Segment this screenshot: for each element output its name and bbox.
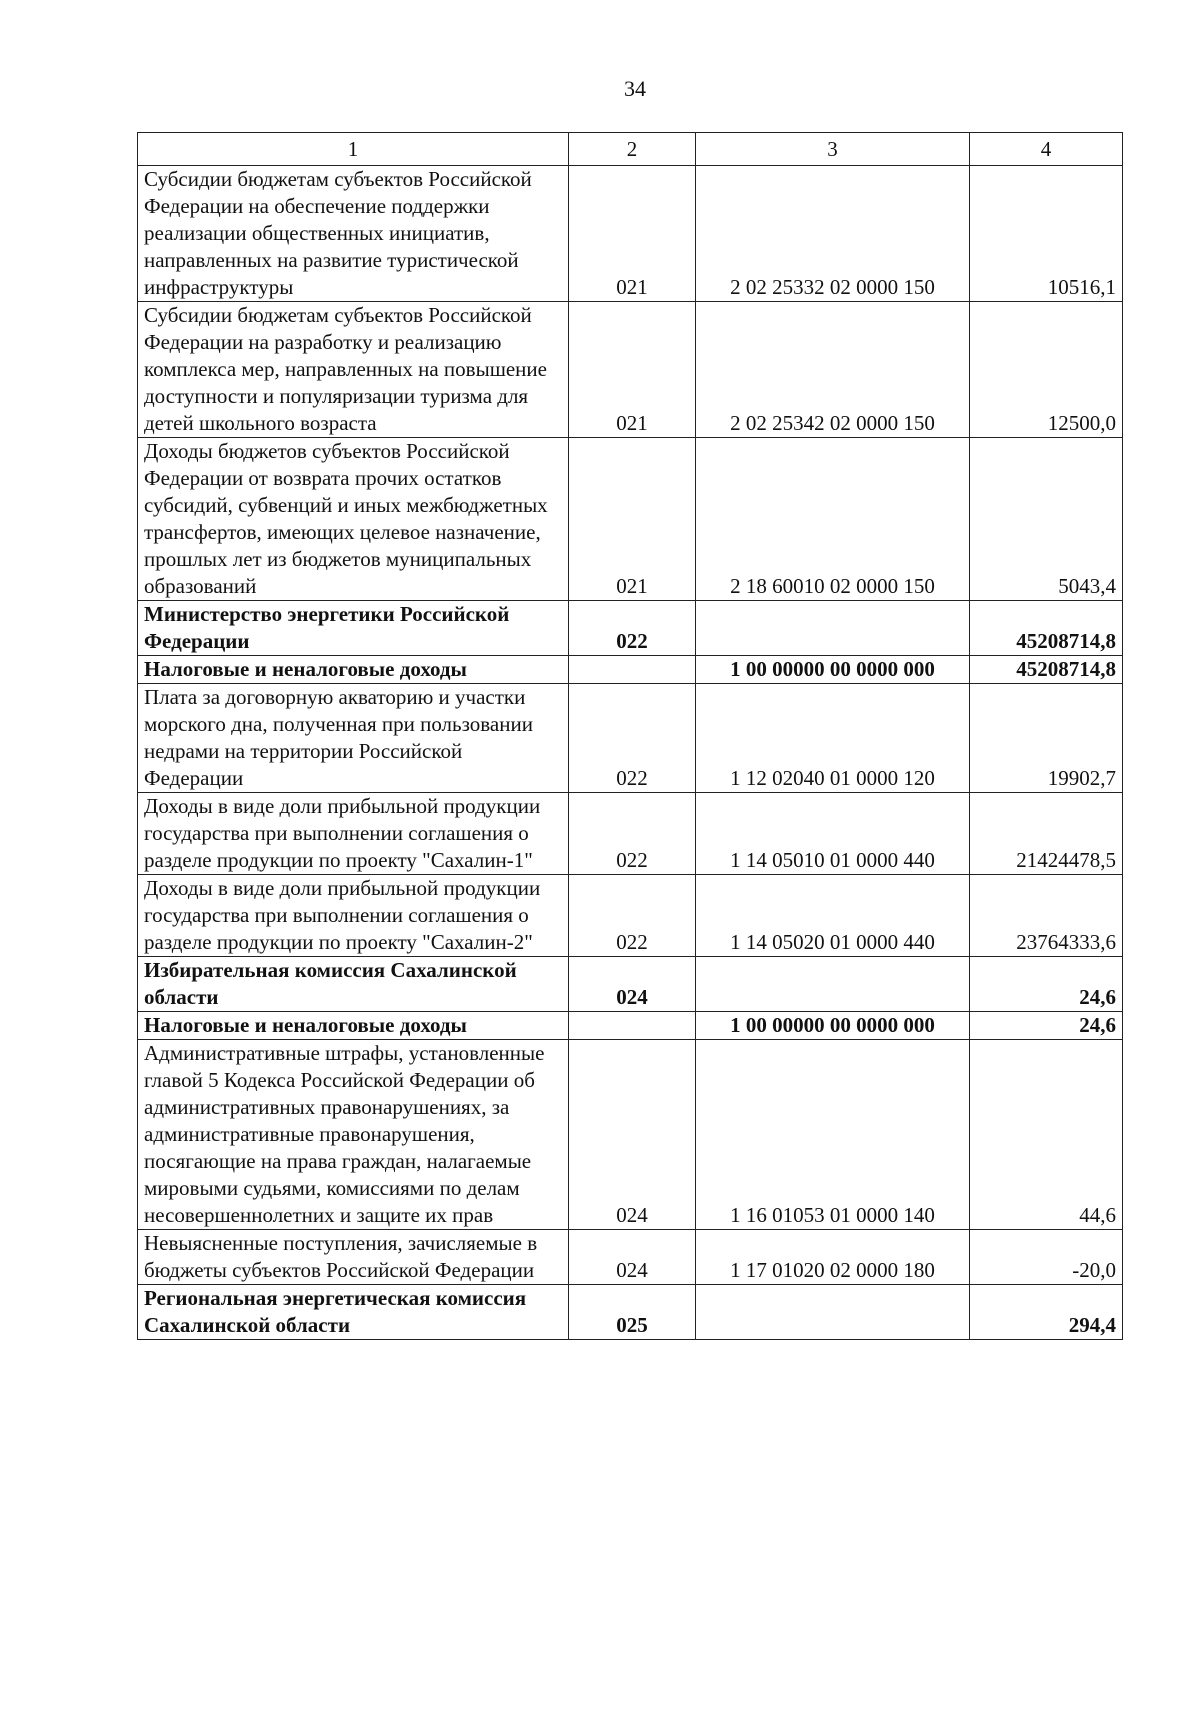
admin-code-cell: 025 — [569, 1285, 696, 1340]
col-header-2: 2 — [569, 133, 696, 166]
admin-code-cell: 024 — [569, 957, 696, 1012]
table-row — [138, 656, 1123, 684]
budget-code-cell: 1 14 05020 01 0000 440 — [696, 875, 970, 957]
budget-code-cell: 1 12 02040 01 0000 120 — [696, 684, 970, 793]
amount-cell: 19902,7 — [970, 684, 1123, 793]
table-body — [138, 166, 1123, 1340]
budget-code-cell — [696, 601, 970, 656]
admin-code-cell: 022 — [569, 875, 696, 957]
table-row — [138, 302, 1123, 438]
revenue-name-cell: Доходы бюджетов субъектов Российской Федерации от возврата прочих остатков субсидий, субвенций и иных межбюджетных трансфертов, имеющих целевое назначение, прошлых лет из бюджетов муниципальных образований — [138, 438, 569, 601]
table-row — [138, 1012, 1123, 1040]
admin-code-cell: 024 — [569, 1040, 696, 1230]
table-row — [138, 875, 1123, 957]
col-header-3: 3 — [696, 133, 970, 166]
amount-cell: 24,6 — [970, 1012, 1123, 1040]
admin-code-cell: 022 — [569, 793, 696, 875]
admin-code-cell — [569, 1012, 696, 1040]
admin-code-cell: 022 — [569, 601, 696, 656]
table-row — [138, 438, 1123, 601]
revenue-table — [137, 132, 1123, 1340]
amount-cell: 10516,1 — [970, 166, 1123, 302]
table-row — [138, 1230, 1123, 1285]
revenue-name-cell: Субсидии бюджетам субъектов Российской Федерации на обеспечение поддержки реализации общественных инициатив, направленных на развитие туристической инфраструктуры — [138, 166, 569, 302]
budget-code-cell: 2 02 25332 02 0000 150 — [696, 166, 970, 302]
budget-code-cell: 2 18 60010 02 0000 150 — [696, 438, 970, 601]
budget-code-cell: 1 16 01053 01 0000 140 — [696, 1040, 970, 1230]
admin-code-cell: 024 — [569, 1230, 696, 1285]
amount-cell: 45208714,8 — [970, 656, 1123, 684]
budget-code-cell: 2 02 25342 02 0000 150 — [696, 302, 970, 438]
revenue-name-cell: Избирательная комиссия Сахалинской области — [138, 957, 569, 1012]
amount-cell: 5043,4 — [970, 438, 1123, 601]
revenue-name-cell: Доходы в виде доли прибыльной продукции государства при выполнении соглашения о разделе продукции по проекту "Сахалин-1" — [138, 793, 569, 875]
budget-code-cell: 1 17 01020 02 0000 180 — [696, 1230, 970, 1285]
admin-code-cell: 021 — [569, 166, 696, 302]
revenue-name-cell: Субсидии бюджетам субъектов Российской Федерации на разработку и реализацию комплекса мер, направленных на повышение доступности и популяризации туризма для детей школьного возраста — [138, 302, 569, 438]
revenue-name-cell: Доходы в виде доли прибыльной продукции государства при выполнении соглашения о разделе продукции по проекту "Сахалин-2" — [138, 875, 569, 957]
amount-cell: 45208714,8 — [970, 601, 1123, 656]
revenue-name-cell: Налоговые и неналоговые доходы — [138, 1012, 569, 1040]
amount-cell: 44,6 — [970, 1040, 1123, 1230]
amount-cell: 24,6 — [970, 957, 1123, 1012]
table-row — [138, 166, 1123, 302]
amount-cell: 23764333,6 — [970, 875, 1123, 957]
col-header-1: 1 — [138, 133, 569, 166]
revenue-name-cell: Налоговые и неналоговые доходы — [138, 656, 569, 684]
budget-code-cell: 1 00 00000 00 0000 000 — [696, 656, 970, 684]
revenue-name-cell: Административные штрафы, установленные главой 5 Кодекса Российской Федерации об административных правонарушениях, за административные правонарушения, посягающие на права граждан, налагаемые мировыми судьями, комиссиями по делам несовершеннолетних и защите их прав — [138, 1040, 569, 1230]
revenue-name-cell: Плата за договорную акваторию и участки морского дна, полученная при пользовании недрами на территории Российской Федерации — [138, 684, 569, 793]
amount-cell: 12500,0 — [970, 302, 1123, 438]
table-row — [138, 957, 1123, 1012]
revenue-name-cell: Региональная энергетическая комиссия Сахалинской области — [138, 1285, 569, 1340]
budget-code-cell: 1 00 00000 00 0000 000 — [696, 1012, 970, 1040]
revenue-name-cell: Невыясненные поступления, зачисляемые в бюджеты субъектов Российской Федерации — [138, 1230, 569, 1285]
admin-code-cell: 021 — [569, 302, 696, 438]
table-row — [138, 1285, 1123, 1340]
budget-code-cell — [696, 1285, 970, 1340]
page-number: 34 — [624, 76, 646, 101]
table-row — [138, 793, 1123, 875]
admin-code-cell: 021 — [569, 438, 696, 601]
table-row — [138, 601, 1123, 656]
revenue-name-cell: Министерство энергетики Российской Федерации — [138, 601, 569, 656]
budget-code-cell: 1 14 05010 01 0000 440 — [696, 793, 970, 875]
budget-code-cell — [696, 957, 970, 1012]
admin-code-cell: 022 — [569, 684, 696, 793]
amount-cell: 21424478,5 — [970, 793, 1123, 875]
table-row — [138, 1040, 1123, 1230]
admin-code-cell — [569, 656, 696, 684]
amount-cell: -20,0 — [970, 1230, 1123, 1285]
header-row — [138, 133, 1123, 166]
table-row — [138, 684, 1123, 793]
col-header-4: 4 — [970, 133, 1123, 166]
amount-cell: 294,4 — [970, 1285, 1123, 1340]
